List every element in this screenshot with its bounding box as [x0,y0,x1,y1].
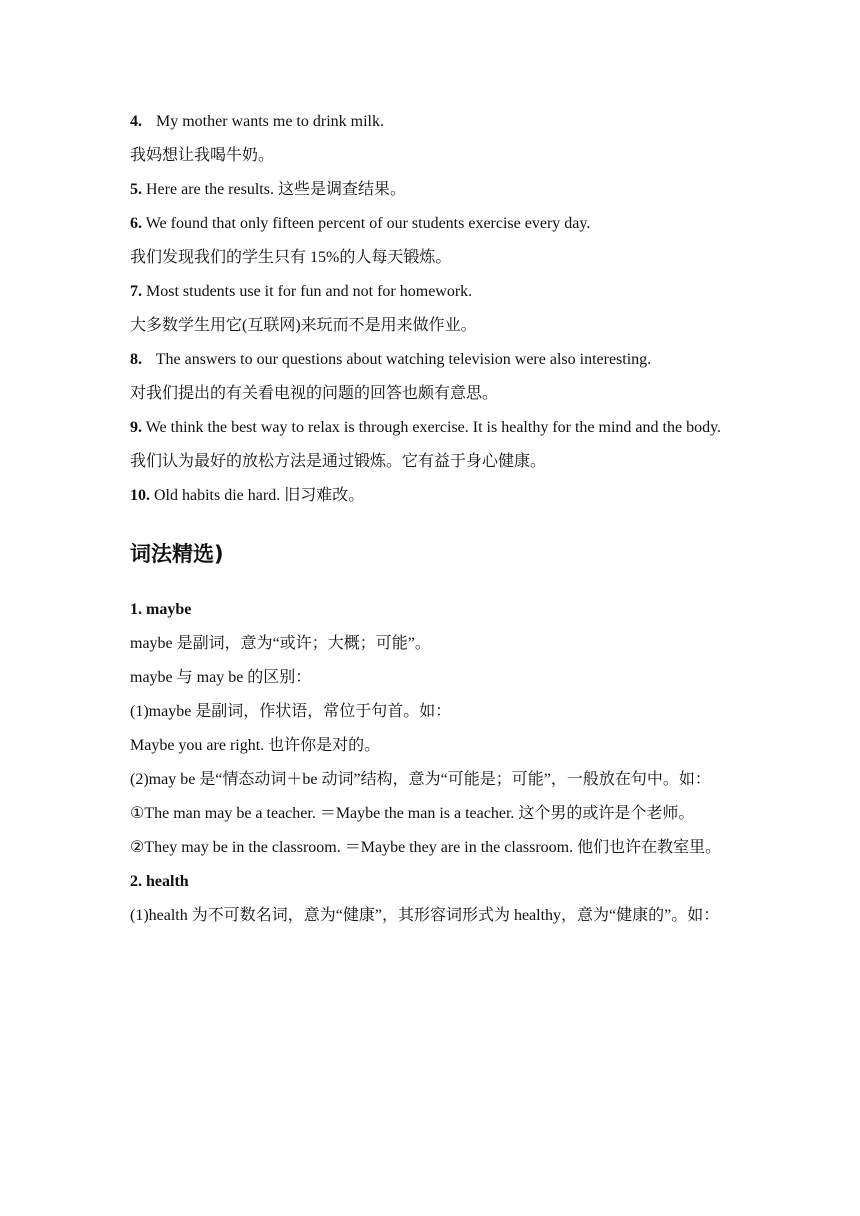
sentence-english: Most students use it for fun and not for homework. [146,283,473,300]
sentence-6 [130,207,742,241]
sentence-9-translation: 我们认为最好的放松方法是通过锻炼。它有益于身心健康。 [130,453,547,470]
sentence-english: We found that only fifteen percent of our students exercise every day. [145,215,591,232]
sentence-english: We think the best way to relax is through exercise. It is healthy for the mind and the body. [145,419,722,436]
sentence-english: Old habits die hard. 旧习难改。 [154,487,365,504]
sentence-number: 6. [130,215,142,232]
sentence-7-translation: 大多数学生用它(互联网)来玩而不是用来做作业。 [130,317,477,334]
sentence-10 [130,479,742,513]
sentence-8-translation: 对我们提出的有关看电视的问题的回答也颇有意思。 [130,385,499,402]
sentence-5 [130,173,742,207]
word-1-line-2: maybe 与 may be 的区别： [130,669,312,686]
sentence-number: 9. [130,419,142,436]
sentence-number: 8. [130,351,142,368]
sentence-number: 10. [130,487,150,504]
sentence-9 [130,411,742,445]
word-1-title: 1. maybe [130,601,192,618]
sentence-7 [130,275,742,309]
sentence-english: My mother wants me to drink milk. [156,113,384,130]
sentence-number: 7. [130,283,142,300]
word-1-line-6: ①The man may be a teacher. ＝Maybe the man is a teacher. 这个男的或许是个老师。 [130,805,695,822]
sentence-number: 4. [130,113,142,130]
word-1-line-5: (2)may be 是“情态动词＋be 动词”结构，意为“可能是；可能”，一般放在句中。如： [130,771,711,788]
sentence-number: 5. [130,181,142,198]
word-1-line-3: (1)maybe 是副词，作状语，常位于句首。如： [130,703,452,720]
sentence-english: The answers to our questions about watching television were also interesting. [155,351,652,368]
sentence-4 [130,105,742,139]
word-1-line-1: maybe 是副词，意为“或许；大概；可能”。 [130,635,431,652]
word-2-line-1: (1)health 为不可数名词，意为“健康”，其形容词形式为 healthy，意为“健康的”。如： [130,907,720,924]
word-1-line-7: ②They may be in the classroom. ＝Maybe they are in the classroom. 他们也许在教室里。 [130,839,722,856]
sentence-english: Here are the results. 这些是调查结果。 [146,181,406,198]
sentence-6-translation: 我们发现我们的学生只有 15%的人每天锻炼。 [130,249,452,266]
word-2-title: 2. health [130,873,189,890]
document-page [130,105,742,933]
word-1-line-4: Maybe you are right. 也许你是对的。 [130,737,381,754]
sentence-4-translation: 我妈想让我喝牛奶。 [130,147,275,164]
section-heading: 词法精选) [130,542,224,566]
sentence-8 [130,343,742,377]
